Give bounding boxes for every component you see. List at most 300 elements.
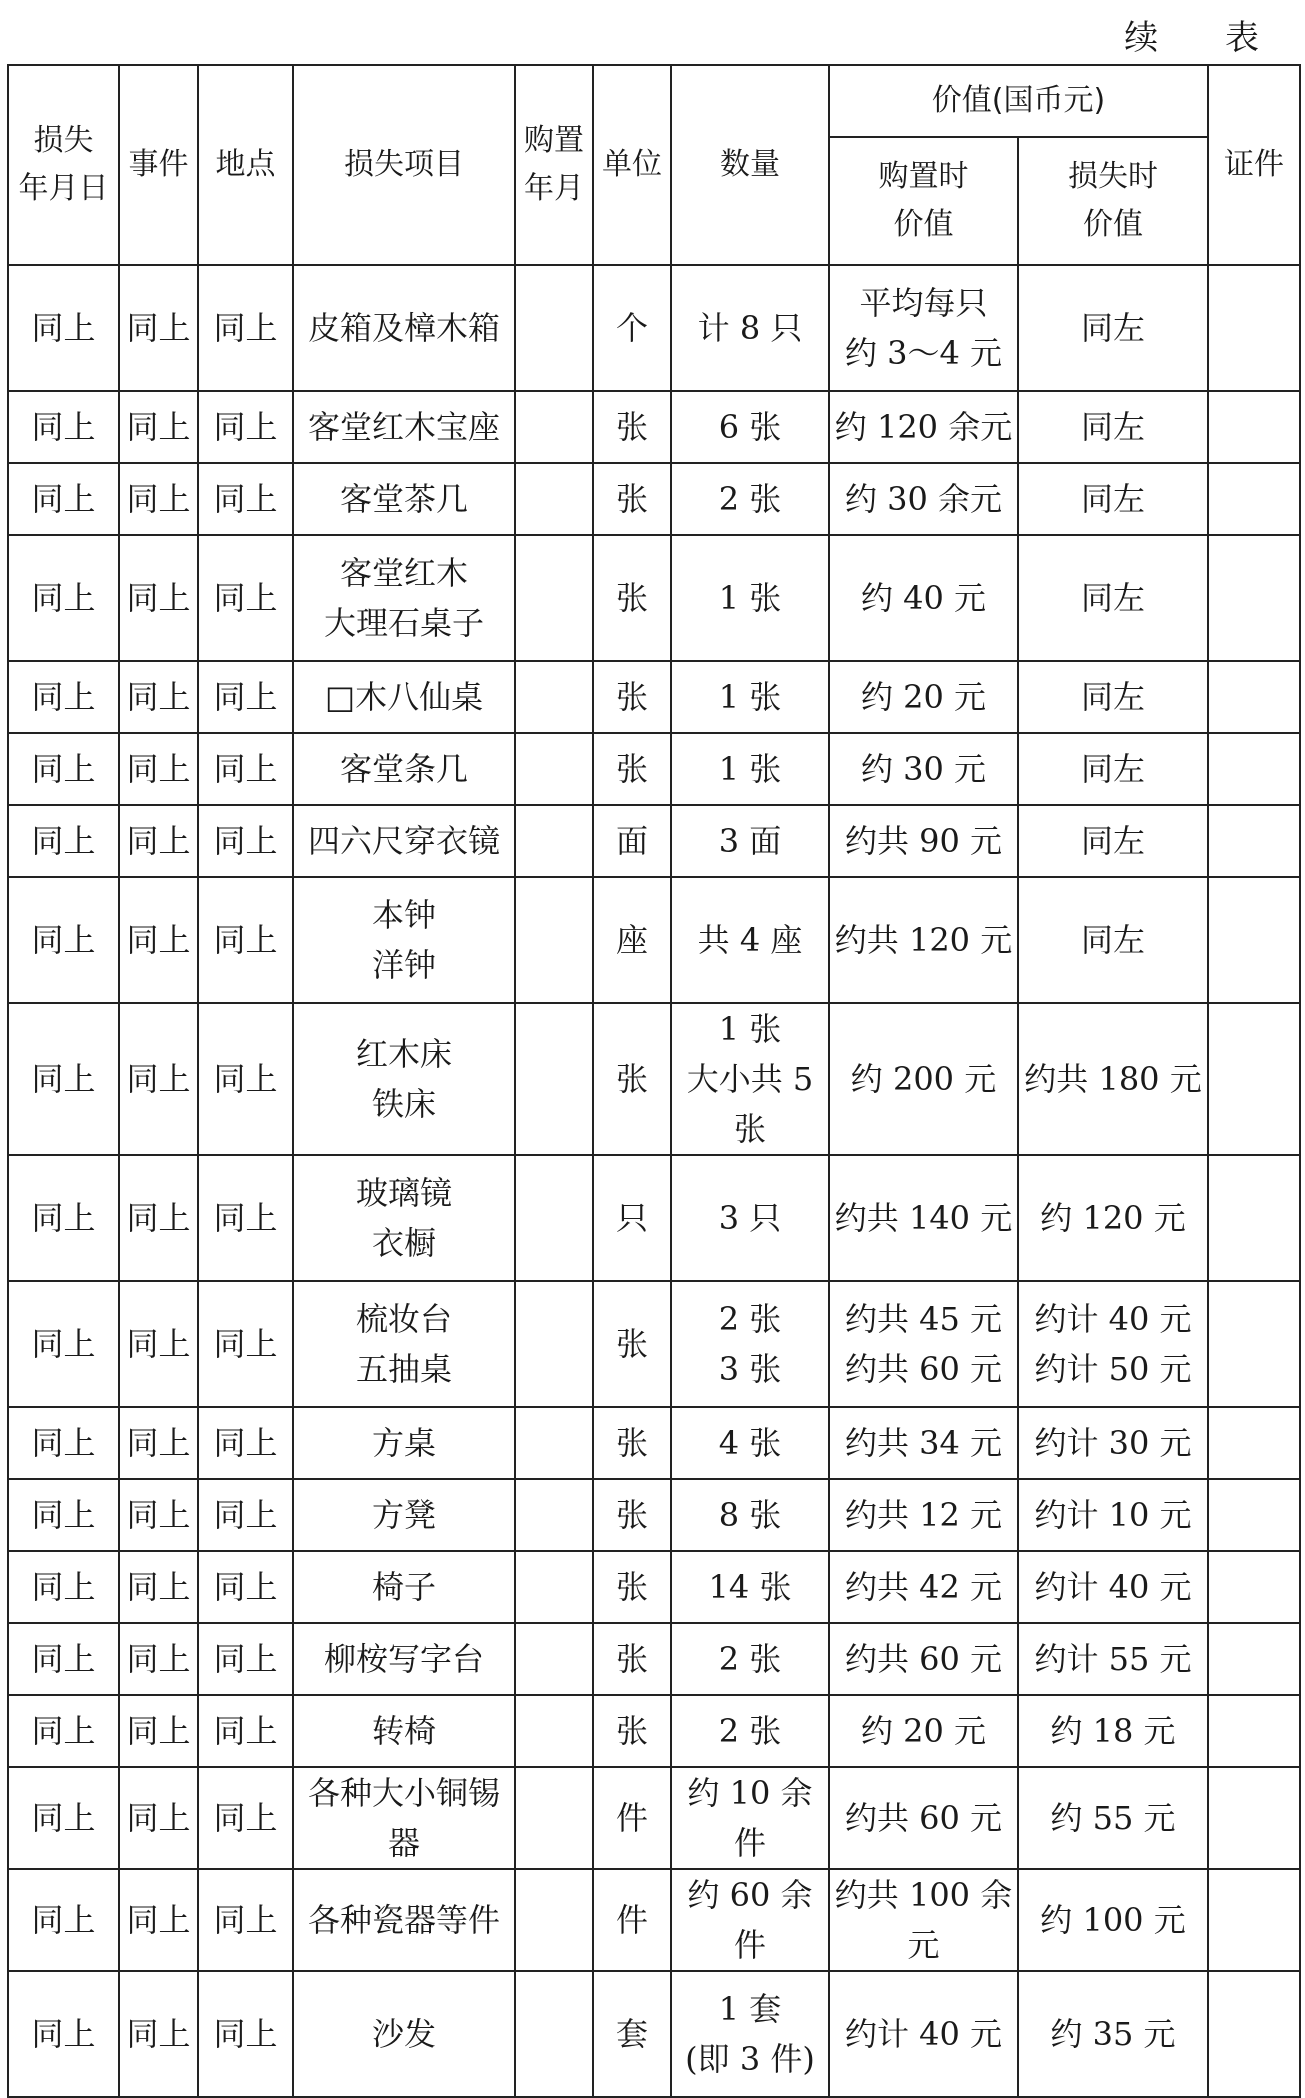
cell-quantity-line: 8 张 — [718, 1496, 782, 1534]
cell-purchase-date — [515, 1623, 593, 1695]
cell-value-loss — [1018, 391, 1208, 463]
cell-loss-date: 同上 — [8, 1155, 119, 1281]
loss-table — [7, 64, 1301, 2098]
cell-unit: 张 — [593, 1695, 671, 1767]
cell-unit: 张 — [593, 1623, 671, 1695]
cell-item-line: 大理石桌子 — [323, 604, 484, 642]
cell-purchase-date — [515, 1971, 593, 2097]
cell-proof — [1208, 1695, 1300, 1767]
table-row — [8, 1281, 1300, 1407]
cell-quantity — [671, 1869, 829, 1971]
cell-purchase-date — [515, 1479, 593, 1551]
cell-loss-date: 同上 — [8, 877, 119, 1003]
cell-place: 同上 — [198, 1869, 293, 1971]
cell-unit: 面 — [593, 805, 671, 877]
header-loss-date-line1: 损失 — [33, 123, 94, 158]
cell-item — [293, 1767, 515, 1869]
cell-unit: 张 — [593, 463, 671, 535]
cell-item-line: 五抽桌 — [355, 1350, 452, 1388]
cell-value-loss-line: 约 100 元 — [1040, 1901, 1186, 1939]
cell-item-line: 铁床 — [371, 1085, 436, 1123]
cell-proof — [1208, 1869, 1300, 1971]
cell-unit: 张 — [593, 391, 671, 463]
cell-value-loss — [1018, 733, 1208, 805]
cell-value-purchase — [829, 535, 1018, 661]
cell-event: 同上 — [119, 1479, 198, 1551]
cell-place: 同上 — [198, 733, 293, 805]
cell-quantity — [671, 1479, 829, 1551]
cell-loss-date: 同上 — [8, 535, 119, 661]
cell-quantity — [671, 463, 829, 535]
cell-place: 同上 — [198, 391, 293, 463]
cell-quantity — [671, 535, 829, 661]
cell-value-loss — [1018, 1155, 1208, 1281]
cell-unit: 张 — [593, 1479, 671, 1551]
cell-loss-date: 同上 — [8, 1407, 119, 1479]
header-item: 损失项目 — [293, 65, 515, 265]
header-proof: 证件 — [1208, 65, 1300, 265]
header-value-loss — [1018, 137, 1208, 265]
cell-place: 同上 — [198, 1971, 293, 2097]
cell-value-purchase — [829, 661, 1018, 733]
cell-quantity — [671, 391, 829, 463]
cell-quantity-line: 2 张 — [718, 1640, 782, 1678]
cell-value-purchase — [829, 1155, 1018, 1281]
cell-item-line: 方桌 — [371, 1424, 436, 1462]
table-row — [8, 1003, 1300, 1155]
cell-item — [293, 661, 515, 733]
cell-value-purchase — [829, 1695, 1018, 1767]
cell-loss-date: 同上 — [8, 1003, 119, 1155]
cell-event: 同上 — [119, 1623, 198, 1695]
table-row — [8, 1971, 1300, 2097]
cell-value-purchase — [829, 1869, 1018, 1971]
cell-purchase-date — [515, 733, 593, 805]
cell-value-loss — [1018, 1971, 1208, 2097]
header-quantity: 数量 — [671, 65, 829, 265]
cell-quantity-line: 14 张 — [708, 1568, 792, 1606]
cell-item — [293, 535, 515, 661]
cell-value-purchase — [829, 1971, 1018, 2097]
cell-item-line: 各种大小铜锡器 — [307, 1774, 500, 1862]
table-row — [8, 535, 1300, 661]
cell-quantity — [671, 265, 829, 391]
cell-item-line: 红木床 — [355, 1035, 452, 1073]
cell-value-purchase — [829, 265, 1018, 391]
cell-quantity-line: (即 3 件) — [685, 2040, 815, 2078]
cell-quantity — [671, 1695, 829, 1767]
header-value-purchase — [829, 137, 1018, 265]
header-loss-date-line2: 年月日 — [18, 171, 109, 206]
cell-loss-date: 同上 — [8, 1623, 119, 1695]
cell-value-purchase-line: 约 120 余元 — [834, 408, 1013, 446]
cell-purchase-date — [515, 805, 593, 877]
cell-item-line: 客堂条几 — [339, 750, 468, 788]
cell-purchase-date — [515, 1551, 593, 1623]
cell-unit: 件 — [593, 1767, 671, 1869]
table-row — [8, 1767, 1300, 1869]
cell-unit: 张 — [593, 1003, 671, 1155]
cell-item — [293, 1971, 515, 2097]
cell-value-loss-line: 约计 50 元 — [1034, 1350, 1192, 1388]
cell-purchase-date — [515, 1869, 593, 1971]
cell-quantity — [671, 661, 829, 733]
table-row — [8, 391, 1300, 463]
table-row — [8, 661, 1300, 733]
table-row — [8, 1869, 1300, 1971]
cell-value-purchase — [829, 391, 1018, 463]
cell-item — [293, 733, 515, 805]
cell-event: 同上 — [119, 535, 198, 661]
cell-value-purchase — [829, 805, 1018, 877]
cell-place: 同上 — [198, 1155, 293, 1281]
cell-loss-date: 同上 — [8, 463, 119, 535]
cell-item-line: 皮箱及樟木箱 — [307, 309, 500, 347]
cell-value-purchase-line: 平均每只 — [859, 284, 988, 322]
cell-value-loss-line: 同左 — [1081, 822, 1146, 860]
cell-place: 同上 — [198, 661, 293, 733]
cell-quantity-line: 3 只 — [718, 1199, 782, 1237]
cell-event: 同上 — [119, 877, 198, 1003]
cell-value-loss — [1018, 877, 1208, 1003]
cell-item-line: □木八仙桌 — [324, 678, 484, 716]
cell-value-loss — [1018, 1003, 1208, 1155]
cell-proof — [1208, 1003, 1300, 1155]
cell-value-loss-line: 约 120 元 — [1040, 1199, 1186, 1237]
cell-value-loss-line: 约计 30 元 — [1034, 1424, 1192, 1462]
cell-unit: 个 — [593, 265, 671, 391]
cell-value-purchase-line: 约 3～4 元 — [844, 334, 1003, 372]
header-value-purchase-line1: 购置时 — [878, 159, 969, 194]
cell-item — [293, 877, 515, 1003]
cell-value-loss — [1018, 1407, 1208, 1479]
cell-value-loss-line: 同左 — [1081, 579, 1146, 617]
cell-item-line: 洋钟 — [371, 946, 436, 984]
cell-event: 同上 — [119, 1155, 198, 1281]
cell-item-line: 四六尺穿衣镜 — [307, 822, 500, 860]
cell-value-purchase-line: 约共 140 元 — [834, 1199, 1013, 1237]
cell-item-line: 客堂红木宝座 — [307, 408, 500, 446]
cell-item-line: 梳妆台 — [355, 1300, 452, 1338]
cell-unit: 座 — [593, 877, 671, 1003]
cell-loss-date: 同上 — [8, 265, 119, 391]
cell-item-line: 客堂红木 — [339, 554, 468, 592]
cell-value-purchase — [829, 1281, 1018, 1407]
cell-quantity — [671, 1623, 829, 1695]
cell-purchase-date — [515, 463, 593, 535]
cell-proof — [1208, 1155, 1300, 1281]
cell-place: 同上 — [198, 877, 293, 1003]
cell-proof — [1208, 733, 1300, 805]
cell-proof — [1208, 877, 1300, 1003]
cell-proof — [1208, 1551, 1300, 1623]
cell-loss-date: 同上 — [8, 1479, 119, 1551]
cell-item — [293, 1407, 515, 1479]
cell-quantity — [671, 733, 829, 805]
cell-purchase-date — [515, 1003, 593, 1155]
table-row — [8, 1155, 1300, 1281]
cell-quantity — [671, 1281, 829, 1407]
cell-unit: 张 — [593, 733, 671, 805]
cell-item-line: 玻璃镜 — [355, 1174, 452, 1212]
cell-event: 同上 — [119, 733, 198, 805]
header-value-purchase-line2: 价值 — [893, 207, 954, 242]
cell-value-loss — [1018, 1695, 1208, 1767]
cell-unit: 套 — [593, 1971, 671, 2097]
cell-quantity — [671, 1155, 829, 1281]
cell-value-loss-line: 约共 180 元 — [1024, 1060, 1202, 1098]
header-value-group: 价值(国币元) — [829, 65, 1208, 137]
cell-loss-date: 同上 — [8, 1869, 119, 1971]
cell-purchase-date — [515, 265, 593, 391]
cell-proof — [1208, 1971, 1300, 2097]
cell-quantity — [671, 805, 829, 877]
cell-event: 同上 — [119, 1003, 198, 1155]
cell-quantity-line: 计 8 只 — [697, 309, 803, 347]
cell-value-loss — [1018, 463, 1208, 535]
cell-value-loss-line: 同左 — [1081, 408, 1146, 446]
header-loss-date — [8, 65, 119, 265]
cell-purchase-date — [515, 877, 593, 1003]
cell-value-loss — [1018, 1767, 1208, 1869]
cell-purchase-date — [515, 661, 593, 733]
cell-value-purchase-line: 约共 12 元 — [844, 1496, 1003, 1534]
cell-place: 同上 — [198, 1695, 293, 1767]
cell-item-line: 沙发 — [371, 2015, 436, 2053]
cell-item-line: 本钟 — [371, 896, 436, 934]
cell-event: 同上 — [119, 1869, 198, 1971]
cell-quantity — [671, 1551, 829, 1623]
cell-place: 同上 — [198, 1551, 293, 1623]
cell-quantity-line: 共 4 座 — [697, 921, 803, 959]
cell-value-purchase-line: 约共 60 元 — [844, 1799, 1003, 1837]
cell-value-purchase — [829, 1551, 1018, 1623]
cell-quantity — [671, 877, 829, 1003]
cell-value-purchase — [829, 1003, 1018, 1155]
cell-quantity-line: 2 张 — [718, 480, 782, 518]
table-row — [8, 1479, 1300, 1551]
cell-place: 同上 — [198, 265, 293, 391]
cell-proof — [1208, 1479, 1300, 1551]
cell-item — [293, 805, 515, 877]
cell-event: 同上 — [119, 1767, 198, 1869]
cell-proof — [1208, 391, 1300, 463]
cell-proof — [1208, 805, 1300, 877]
cell-quantity-line: 1 张 — [718, 750, 782, 788]
cell-event: 同上 — [119, 1695, 198, 1767]
cell-value-loss — [1018, 265, 1208, 391]
table-row — [8, 877, 1300, 1003]
cell-quantity-line: 3 面 — [718, 822, 782, 860]
table-row — [8, 805, 1300, 877]
cell-purchase-date — [515, 1281, 593, 1407]
header-event: 事件 — [119, 65, 198, 265]
cell-item — [293, 391, 515, 463]
cell-value-loss-line: 同左 — [1081, 750, 1146, 788]
cell-event: 同上 — [119, 805, 198, 877]
cell-item-line: 衣橱 — [371, 1224, 436, 1262]
header-value-loss-line1: 损失时 — [1068, 159, 1158, 194]
cell-loss-date: 同上 — [8, 1767, 119, 1869]
cell-place: 同上 — [198, 1767, 293, 1869]
cell-item — [293, 463, 515, 535]
cell-item — [293, 1003, 515, 1155]
cell-value-loss — [1018, 661, 1208, 733]
cell-unit: 张 — [593, 1281, 671, 1407]
table-row — [8, 1551, 1300, 1623]
cell-place: 同上 — [198, 1003, 293, 1155]
cell-place: 同上 — [198, 463, 293, 535]
cell-loss-date: 同上 — [8, 661, 119, 733]
cell-quantity-line: 6 张 — [718, 408, 782, 446]
cell-value-loss-line: 约计 55 元 — [1034, 1640, 1192, 1678]
cell-value-loss-line: 同左 — [1081, 309, 1146, 347]
cell-value-loss — [1018, 805, 1208, 877]
cell-value-loss — [1018, 535, 1208, 661]
continued-table-label: 续 表 — [1124, 18, 1287, 58]
cell-purchase-date — [515, 1767, 593, 1869]
cell-quantity — [671, 1767, 829, 1869]
cell-proof — [1208, 1281, 1300, 1407]
cell-loss-date: 同上 — [8, 805, 119, 877]
cell-item — [293, 1155, 515, 1281]
cell-loss-date: 同上 — [8, 1695, 119, 1767]
cell-value-loss-line: 约计 40 元 — [1034, 1300, 1192, 1338]
cell-purchase-date — [515, 1695, 593, 1767]
cell-value-purchase-line: 约计 40 元 — [844, 2015, 1003, 2053]
cell-quantity — [671, 1003, 829, 1155]
cell-loss-date: 同上 — [8, 733, 119, 805]
cell-quantity-line: 1 张 — [718, 579, 782, 617]
cell-item-line: 各种瓷器等件 — [307, 1901, 500, 1939]
cell-item — [293, 265, 515, 391]
cell-value-loss-line: 约 35 元 — [1050, 2015, 1176, 2053]
cell-loss-date: 同上 — [8, 1551, 119, 1623]
cell-event: 同上 — [119, 391, 198, 463]
cell-value-purchase — [829, 733, 1018, 805]
header-purchase-date-line2: 年月 — [524, 171, 584, 206]
table-row — [8, 733, 1300, 805]
cell-value-purchase-line: 约 30 元 — [860, 750, 987, 788]
table-row — [8, 1407, 1300, 1479]
cell-place: 同上 — [198, 1281, 293, 1407]
cell-value-purchase-line: 约 30 余元 — [844, 480, 1003, 518]
cell-value-purchase-line: 约共 120 元 — [834, 921, 1013, 959]
cell-quantity-line: 3 张 — [718, 1350, 782, 1388]
cell-value-loss — [1018, 1281, 1208, 1407]
cell-unit: 张 — [593, 1407, 671, 1479]
cell-purchase-date — [515, 535, 593, 661]
cell-purchase-date — [515, 391, 593, 463]
cell-place: 同上 — [198, 1407, 293, 1479]
cell-value-purchase-line: 约 20 元 — [860, 1712, 987, 1750]
cell-unit: 只 — [593, 1155, 671, 1281]
cell-quantity-line: 大小共 5 张 — [686, 1060, 814, 1148]
cell-value-purchase — [829, 1479, 1018, 1551]
cell-value-purchase-line: 约 200 元 — [850, 1060, 997, 1098]
cell-value-loss — [1018, 1479, 1208, 1551]
header-unit: 单位 — [593, 65, 671, 265]
cell-proof — [1208, 661, 1300, 733]
cell-value-loss-line: 约 18 元 — [1050, 1712, 1176, 1750]
cell-value-purchase-line: 约 40 元 — [860, 579, 987, 617]
cell-value-purchase-line: 约共 42 元 — [844, 1568, 1003, 1606]
cell-proof — [1208, 265, 1300, 391]
cell-purchase-date — [515, 1407, 593, 1479]
cell-event: 同上 — [119, 265, 198, 391]
cell-item — [293, 1695, 515, 1767]
cell-value-purchase — [829, 1407, 1018, 1479]
cell-value-loss-line: 约计 40 元 — [1034, 1568, 1192, 1606]
cell-quantity-line: 1 套 — [718, 1990, 782, 2028]
cell-event: 同上 — [119, 1407, 198, 1479]
cell-quantity-line: 2 张 — [718, 1300, 782, 1338]
cell-event: 同上 — [119, 1281, 198, 1407]
cell-value-purchase-line: 约共 34 元 — [844, 1424, 1003, 1462]
cell-proof — [1208, 463, 1300, 535]
cell-proof — [1208, 1407, 1300, 1479]
cell-quantity-line: 约 10 余件 — [687, 1774, 813, 1862]
table-row — [8, 1623, 1300, 1695]
cell-value-purchase-line: 约共 45 元 — [844, 1300, 1003, 1338]
cell-value-purchase — [829, 463, 1018, 535]
cell-quantity-line: 4 张 — [718, 1424, 782, 1462]
cell-item-line: 客堂茶几 — [339, 480, 468, 518]
cell-quantity-line: 约 60 余件 — [687, 1876, 813, 1964]
cell-quantity-line: 1 张 — [718, 678, 782, 716]
cell-value-loss — [1018, 1551, 1208, 1623]
cell-quantity-line: 1 张 — [718, 1010, 782, 1048]
cell-proof — [1208, 1767, 1300, 1869]
cell-proof — [1208, 1623, 1300, 1695]
cell-value-purchase-line: 约共 100 余元 — [834, 1876, 1013, 1964]
header-purchase-date-line1: 购置 — [524, 123, 584, 158]
table-row — [8, 1695, 1300, 1767]
cell-place: 同上 — [198, 1479, 293, 1551]
cell-proof — [1208, 535, 1300, 661]
cell-quantity-line: 2 张 — [718, 1712, 782, 1750]
cell-item — [293, 1551, 515, 1623]
table-row — [8, 265, 1300, 391]
cell-purchase-date — [515, 1155, 593, 1281]
cell-item — [293, 1869, 515, 1971]
cell-item-line: 柳桉写字台 — [323, 1640, 484, 1678]
cell-value-loss-line: 约 55 元 — [1050, 1799, 1176, 1837]
cell-place: 同上 — [198, 805, 293, 877]
cell-value-loss-line: 同左 — [1081, 678, 1146, 716]
cell-value-purchase-line: 约 20 元 — [860, 678, 987, 716]
cell-item — [293, 1623, 515, 1695]
table-row — [8, 463, 1300, 535]
cell-value-purchase-line: 约共 60 元 — [844, 1640, 1003, 1678]
cell-loss-date: 同上 — [8, 1281, 119, 1407]
cell-item-line: 转椅 — [371, 1712, 436, 1750]
cell-item — [293, 1479, 515, 1551]
cell-unit: 件 — [593, 1869, 671, 1971]
cell-unit: 张 — [593, 661, 671, 733]
cell-unit: 张 — [593, 535, 671, 661]
cell-unit: 张 — [593, 1551, 671, 1623]
cell-value-loss — [1018, 1869, 1208, 1971]
cell-item — [293, 1281, 515, 1407]
cell-value-purchase — [829, 1767, 1018, 1869]
cell-quantity — [671, 1971, 829, 2097]
header-value-loss-line2: 价值 — [1083, 207, 1143, 242]
cell-value-purchase — [829, 877, 1018, 1003]
cell-value-purchase-line: 约共 90 元 — [844, 822, 1003, 860]
cell-value-loss — [1018, 1623, 1208, 1695]
header-place: 地点 — [198, 65, 293, 265]
